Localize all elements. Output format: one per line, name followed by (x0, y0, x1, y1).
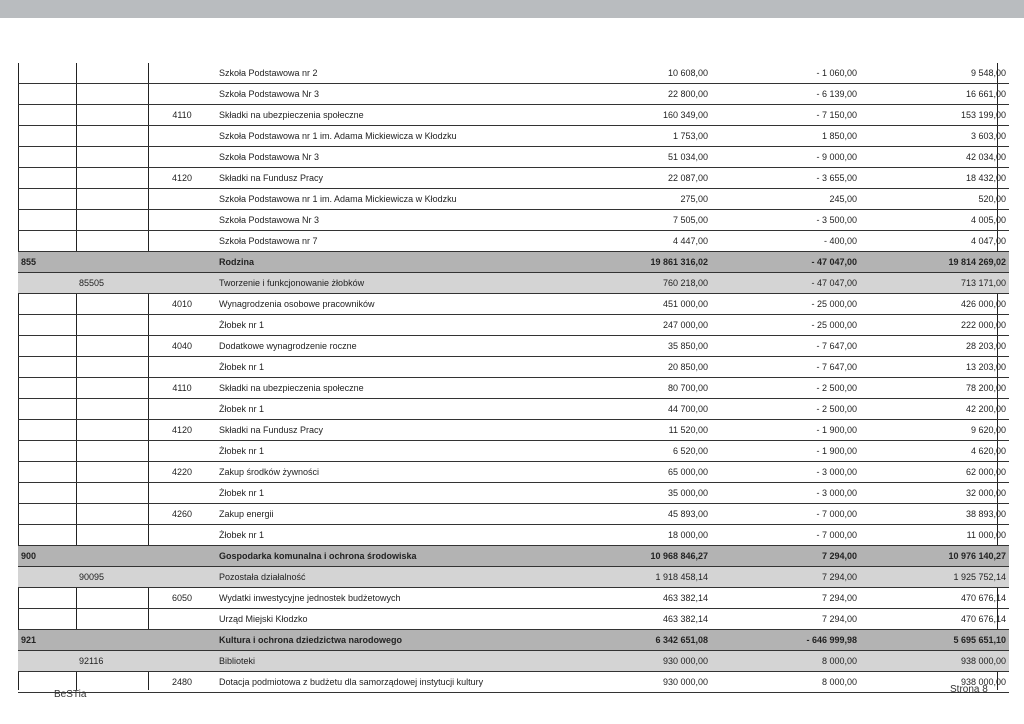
dzial-code (18, 336, 76, 357)
dzial-code (18, 483, 76, 504)
rozdzial-code: 85505 (76, 273, 148, 294)
dzial-code (18, 231, 76, 252)
rozdzial-code (76, 147, 148, 168)
amount-after: 38 893,00 (860, 504, 1009, 525)
dzial-code (18, 294, 76, 315)
dzial-code (18, 273, 76, 294)
position-name: Urząd Miejski Kłodzko (216, 609, 562, 630)
amount-before: 35 850,00 (562, 336, 711, 357)
position-name: Żłobek nr 1 (216, 483, 562, 504)
amount-before: 760 218,00 (562, 273, 711, 294)
dzial-code (18, 357, 76, 378)
position-name: Składki na Fundusz Pracy (216, 168, 562, 189)
rozdzial-code (76, 231, 148, 252)
amount-change: - 7 150,00 (711, 105, 860, 126)
rozdzial-code (76, 210, 148, 231)
paragraf-code (148, 189, 216, 210)
rozdzial-code (76, 546, 148, 567)
amount-before: 1 753,00 (562, 126, 711, 147)
amount-after: 4 047,00 (860, 231, 1009, 252)
paragraf-code (148, 651, 216, 672)
position-name: Biblioteki (216, 651, 562, 672)
amount-before: 11 520,00 (562, 420, 711, 441)
table-row (18, 231, 1009, 252)
table-row (18, 378, 1009, 399)
rozdzial-code: 90095 (76, 567, 148, 588)
amount-after: 470 676,14 (860, 609, 1009, 630)
position-name: Szkoła Podstawowa Nr 3 (216, 84, 562, 105)
position-name: Szkoła Podstawowa nr 1 im. Adama Mickiewicza w Kłodzku (216, 126, 562, 147)
paragraf-code (148, 525, 216, 546)
amount-before: 247 000,00 (562, 315, 711, 336)
position-name: Żłobek nr 1 (216, 357, 562, 378)
amount-after: 62 000,00 (860, 462, 1009, 483)
amount-change: - 3 000,00 (711, 483, 860, 504)
paragraf-code (148, 609, 216, 630)
rozdzial-code (76, 126, 148, 147)
dzial-code (18, 651, 76, 672)
paragraf-code (148, 231, 216, 252)
rozdzial-code (76, 630, 148, 651)
rozdzial-code (76, 609, 148, 630)
rozdzial-code (76, 105, 148, 126)
position-name: Wydatki inwestycyjne jednostek budżetowych (216, 588, 562, 609)
amount-change: - 47 047,00 (711, 252, 860, 273)
table-row (18, 168, 1009, 189)
amount-before: 65 000,00 (562, 462, 711, 483)
amount-change: 8 000,00 (711, 651, 860, 672)
amount-before: 451 000,00 (562, 294, 711, 315)
amount-after: 42 200,00 (860, 399, 1009, 420)
paragraf-code (148, 357, 216, 378)
rozdzial-code (76, 336, 148, 357)
amount-after: 42 034,00 (860, 147, 1009, 168)
amount-after: 9 620,00 (860, 420, 1009, 441)
dzial-code (18, 525, 76, 546)
paragraf-code: 4120 (148, 168, 216, 189)
rozdzial-code (76, 378, 148, 399)
position-name: Rodzina (216, 252, 562, 273)
position-name: Żłobek nr 1 (216, 441, 562, 462)
paragraf-code: 4220 (148, 462, 216, 483)
rozdzial-code (76, 420, 148, 441)
amount-after: 426 000,00 (860, 294, 1009, 315)
amount-after: 1 925 752,14 (860, 567, 1009, 588)
rozdzial-code (76, 84, 148, 105)
position-name: Żłobek nr 1 (216, 315, 562, 336)
amount-after: 13 203,00 (860, 357, 1009, 378)
position-name: Wynagrodzenia osobowe pracowników (216, 294, 562, 315)
amount-before: 44 700,00 (562, 399, 711, 420)
position-name: Szkoła Podstawowa Nr 3 (216, 147, 562, 168)
table-row (18, 105, 1009, 126)
position-name: Żłobek nr 1 (216, 399, 562, 420)
paragraf-code (148, 84, 216, 105)
paragraf-code (148, 147, 216, 168)
dzial-code: 855 (18, 252, 76, 273)
amount-after: 78 200,00 (860, 378, 1009, 399)
paragraf-code (148, 210, 216, 231)
rozdzial-code (76, 483, 148, 504)
dzial-code (18, 378, 76, 399)
paragraf-code: 4120 (148, 420, 216, 441)
amount-before: 19 861 316,02 (562, 252, 711, 273)
paragraf-code (148, 630, 216, 651)
amount-before: 463 382,14 (562, 609, 711, 630)
table-row (18, 672, 1009, 693)
amount-after: 520,00 (860, 189, 1009, 210)
table-row (18, 399, 1009, 420)
position-name: Tworzenie i funkcjonowanie żłobków (216, 273, 562, 294)
amount-change: 7 294,00 (711, 567, 860, 588)
amount-change: - 646 999,98 (711, 630, 860, 651)
amount-before: 45 893,00 (562, 504, 711, 525)
paragraf-code (148, 126, 216, 147)
amount-after: 3 603,00 (860, 126, 1009, 147)
rozdzial-code (76, 462, 148, 483)
amount-before: 6 520,00 (562, 441, 711, 462)
amount-change: - 1 900,00 (711, 420, 860, 441)
paragraf-code: 4040 (148, 336, 216, 357)
dzial-code (18, 588, 76, 609)
paragraf-code (148, 483, 216, 504)
table-row (18, 588, 1009, 609)
paragraf-code (148, 567, 216, 588)
position-name: Gospodarka komunalna i ochrona środowiska (216, 546, 562, 567)
paragraf-code: 4110 (148, 378, 216, 399)
amount-change: - 400,00 (711, 231, 860, 252)
amount-before: 160 349,00 (562, 105, 711, 126)
amount-after: 938 000,00 (860, 672, 1009, 693)
amount-change: - 2 500,00 (711, 399, 860, 420)
amount-change: - 1 060,00 (711, 63, 860, 84)
table-row (18, 294, 1009, 315)
amount-after: 19 814 269,02 (860, 252, 1009, 273)
table-row (18, 357, 1009, 378)
amount-change: - 7 000,00 (711, 504, 860, 525)
rozdzial-code (76, 315, 148, 336)
table-row (18, 210, 1009, 231)
dzial-code (18, 84, 76, 105)
amount-before: 930 000,00 (562, 672, 711, 693)
amount-before: 4 447,00 (562, 231, 711, 252)
dzial-code (18, 399, 76, 420)
paragraf-code (148, 252, 216, 273)
dzial-code (18, 441, 76, 462)
position-name: Składki na Fundusz Pracy (216, 420, 562, 441)
table-row (18, 651, 1009, 672)
amount-change: 7 294,00 (711, 546, 860, 567)
rozdzial-code (76, 399, 148, 420)
table-row (18, 252, 1009, 273)
paragraf-code (148, 441, 216, 462)
amount-before: 51 034,00 (562, 147, 711, 168)
position-name: Szkoła Podstawowa nr 2 (216, 63, 562, 84)
dzial-code (18, 189, 76, 210)
table-row (18, 315, 1009, 336)
amount-before: 275,00 (562, 189, 711, 210)
rozdzial-code (76, 189, 148, 210)
amount-after: 4 005,00 (860, 210, 1009, 231)
amount-before: 1 918 458,14 (562, 567, 711, 588)
amount-after: 32 000,00 (860, 483, 1009, 504)
amount-change: 1 850,00 (711, 126, 860, 147)
dzial-code (18, 126, 76, 147)
table-row (18, 420, 1009, 441)
dzial-code (18, 147, 76, 168)
footer-page-number: Strona 8 (950, 684, 988, 695)
table-row (18, 336, 1009, 357)
amount-change: - 25 000,00 (711, 315, 860, 336)
amount-change: - 7 000,00 (711, 525, 860, 546)
paragraf-code (148, 315, 216, 336)
amount-change: - 3 000,00 (711, 462, 860, 483)
dzial-code (18, 63, 76, 84)
position-name: Szkoła Podstawowa nr 7 (216, 231, 562, 252)
position-name: Składki na ubezpieczenia społeczne (216, 378, 562, 399)
amount-change: - 2 500,00 (711, 378, 860, 399)
amount-after: 938 000,00 (860, 651, 1009, 672)
paragraf-code (148, 273, 216, 294)
amount-after: 18 432,00 (860, 168, 1009, 189)
amount-after: 153 199,00 (860, 105, 1009, 126)
table-row (18, 189, 1009, 210)
amount-before: 10 608,00 (562, 63, 711, 84)
amount-change: 245,00 (711, 189, 860, 210)
paragraf-code: 4010 (148, 294, 216, 315)
dzial-code (18, 105, 76, 126)
table-row (18, 483, 1009, 504)
amount-before: 10 968 846,27 (562, 546, 711, 567)
amount-after: 10 976 140,27 (860, 546, 1009, 567)
paragraf-code (148, 399, 216, 420)
amount-change: - 3 655,00 (711, 168, 860, 189)
dzial-code (18, 315, 76, 336)
rozdzial-code (76, 168, 148, 189)
paragraf-code: 4260 (148, 504, 216, 525)
amount-after: 222 000,00 (860, 315, 1009, 336)
position-name: Żłobek nr 1 (216, 525, 562, 546)
amount-before: 22 087,00 (562, 168, 711, 189)
position-name: Składki na ubezpieczenia społeczne (216, 105, 562, 126)
paragraf-code: 2480 (148, 672, 216, 693)
budget-table-body (18, 63, 1009, 693)
table-row (18, 147, 1009, 168)
rozdzial-code: 92116 (76, 651, 148, 672)
position-name: Zakup środków żywności (216, 462, 562, 483)
position-name: Szkoła Podstawowa Nr 3 (216, 210, 562, 231)
amount-change: - 6 139,00 (711, 84, 860, 105)
dzial-code: 900 (18, 546, 76, 567)
table-row (18, 462, 1009, 483)
amount-after: 5 695 651,10 (860, 630, 1009, 651)
amount-before: 6 342 651,08 (562, 630, 711, 651)
amount-after: 4 620,00 (860, 441, 1009, 462)
table-row (18, 630, 1009, 651)
scan-top-band (0, 0, 1024, 18)
table-row (18, 63, 1009, 84)
rozdzial-code (76, 357, 148, 378)
rozdzial-code (76, 525, 148, 546)
amount-before: 7 505,00 (562, 210, 711, 231)
rozdzial-code (76, 441, 148, 462)
amount-change: - 3 500,00 (711, 210, 860, 231)
paragraf-code (148, 63, 216, 84)
amount-change: - 25 000,00 (711, 294, 860, 315)
position-name: Dotacja podmiotowa z budżetu dla samorządowej instytucji kultury (216, 672, 562, 693)
amount-change: - 9 000,00 (711, 147, 860, 168)
amount-before: 20 850,00 (562, 357, 711, 378)
table-row (18, 567, 1009, 588)
amount-before: 35 000,00 (562, 483, 711, 504)
paragraf-code: 4110 (148, 105, 216, 126)
table-row (18, 126, 1009, 147)
dzial-code (18, 567, 76, 588)
position-name: Dodatkowe wynagrodzenie roczne (216, 336, 562, 357)
amount-after: 9 548,00 (860, 63, 1009, 84)
position-name: Pozostała działalność (216, 567, 562, 588)
paragraf-code: 6050 (148, 588, 216, 609)
amount-after: 28 203,00 (860, 336, 1009, 357)
amount-change: - 47 047,00 (711, 273, 860, 294)
amount-after: 713 171,00 (860, 273, 1009, 294)
dzial-code (18, 609, 76, 630)
amount-before: 463 382,14 (562, 588, 711, 609)
rozdzial-code (76, 252, 148, 273)
dzial-code (18, 168, 76, 189)
position-name: Kultura i ochrona dziedzictwa narodowego (216, 630, 562, 651)
amount-after: 16 661,00 (860, 84, 1009, 105)
table-row (18, 525, 1009, 546)
rozdzial-code (76, 294, 148, 315)
rozdzial-code (76, 588, 148, 609)
paragraf-code (148, 546, 216, 567)
amount-change: - 7 647,00 (711, 357, 860, 378)
amount-before: 930 000,00 (562, 651, 711, 672)
table-row (18, 546, 1009, 567)
amount-change: 7 294,00 (711, 588, 860, 609)
amount-before: 18 000,00 (562, 525, 711, 546)
budget-table (18, 63, 1009, 693)
dzial-code (18, 210, 76, 231)
amount-after: 11 000,00 (860, 525, 1009, 546)
amount-change: 7 294,00 (711, 609, 860, 630)
rozdzial-code (76, 504, 148, 525)
table-row (18, 609, 1009, 630)
dzial-code (18, 420, 76, 441)
dzial-code (18, 462, 76, 483)
rozdzial-code (76, 63, 148, 84)
table-row (18, 273, 1009, 294)
amount-change: - 7 647,00 (711, 336, 860, 357)
dzial-code: 921 (18, 630, 76, 651)
amount-before: 22 800,00 (562, 84, 711, 105)
rozdzial-code (76, 672, 148, 693)
dzial-code (18, 504, 76, 525)
position-name: Zakup energii (216, 504, 562, 525)
table-row (18, 84, 1009, 105)
footer-program-name: BeSTia (54, 689, 87, 700)
amount-before: 80 700,00 (562, 378, 711, 399)
position-name: Szkoła Podstawowa nr 1 im. Adama Mickiewicza w Kłodzku (216, 189, 562, 210)
table-row (18, 504, 1009, 525)
table-row (18, 441, 1009, 462)
amount-change: 8 000,00 (711, 672, 860, 693)
amount-after: 470 676,14 (860, 588, 1009, 609)
amount-change: - 1 900,00 (711, 441, 860, 462)
